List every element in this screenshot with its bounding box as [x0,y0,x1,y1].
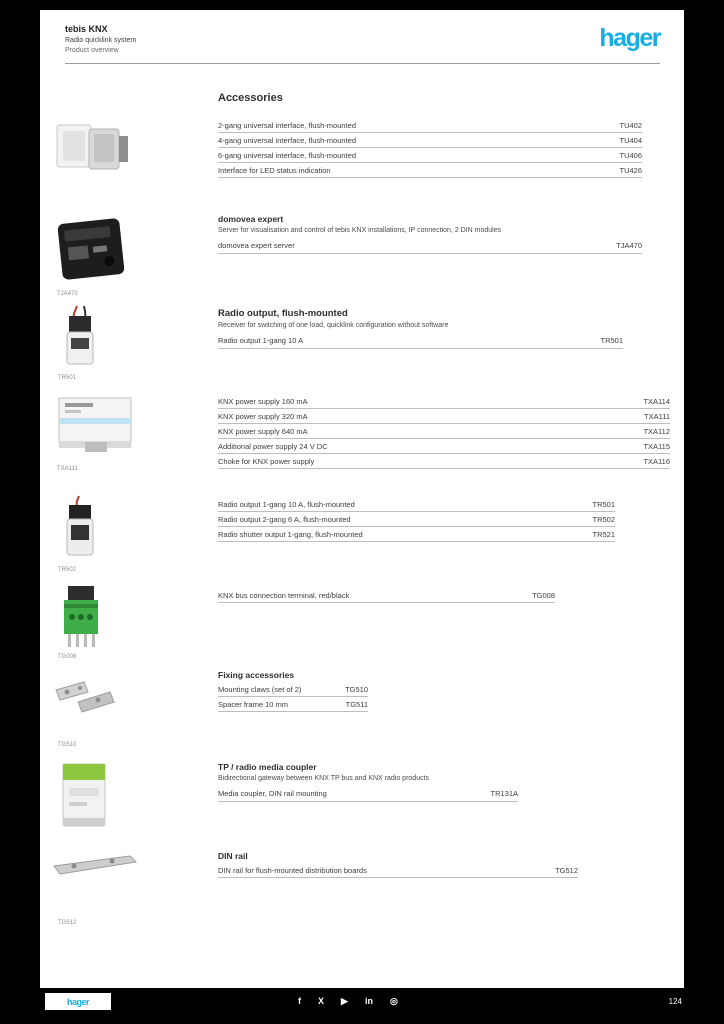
product-image-fixing-brackets [52,672,134,724]
product-reference: TR502 [592,514,615,524]
product-description: 6-gang universal interface, flush-mounted [218,150,356,160]
table-row [218,497,615,512]
table-row [218,163,642,178]
table-row [218,118,642,133]
product-reference: TXA111 [644,411,670,421]
product-block [218,762,518,802]
linkedin-icon: in [364,996,373,1006]
image-caption: TG512 [58,920,77,926]
product-image-media-coupler [55,758,113,836]
product-reference: TXA116 [643,456,670,466]
table-row [218,334,623,349]
product-image-bus-terminal [55,582,107,652]
product-reference: TU404 [619,135,642,145]
doc-title: tebis KNX [65,24,108,34]
table-row [218,682,368,697]
product-description: KNX power supply 160 mA [218,396,308,406]
product-description: DIN rail for flush-mounted distribution boards [218,865,367,875]
doc-subtitle-2: Product overview [65,47,119,54]
product-reference: TXA112 [643,426,670,436]
footer-hager-logo: hager [45,993,111,1010]
product-image-radio-output-flush [58,304,104,372]
image-caption: TG510 [58,742,77,748]
header-divider [65,63,660,64]
product-table [218,588,555,603]
product-reference: TG510 [345,684,368,694]
table-row [218,394,670,409]
product-description: Choke for KNX power supply [218,456,315,466]
page-number: 124 [668,997,682,1006]
product-description: Radio output 1-gang 10 A [218,336,304,346]
product-reference: TXA114 [643,396,670,406]
product-image-radio-outputs [58,494,104,566]
product-title: domovea expert [218,214,284,224]
table-row [218,148,642,163]
product-reference: TR501 [592,499,615,509]
product-text: Receiver for switching of one load, quicklink configuration without software [218,322,449,329]
product-reference: TR131A [490,789,518,799]
product-image-din-rail [50,850,140,882]
table-row [218,697,368,712]
table-row [218,588,555,603]
product-description: Interface for LED status indication [218,165,331,175]
youtube-icon: ▶ [341,996,348,1006]
image-caption: TR502 [58,567,77,573]
product-reference: TU406 [619,150,642,160]
table-row [218,409,670,424]
product-description: Media coupler, DIN rail mounting [218,789,327,799]
product-reference: TR521 [592,529,615,539]
product-title: Radio output, flush-mounted [218,308,348,319]
table-row [218,239,642,254]
product-title: Fixing accessories [218,670,295,680]
table-row [218,133,642,148]
product-reference: TU402 [619,120,642,130]
table-row [218,787,518,802]
table-row [218,439,670,454]
product-block [218,214,642,254]
product-text: Bidirectional gateway between KNX TP bus and KNX radio products [218,775,430,782]
image-caption: TJA470 [57,291,78,297]
product-reference: TU426 [619,165,642,175]
image-caption: TR501 [58,375,77,381]
product-reference: TG008 [532,590,555,600]
product-description: Radio output 1-gang 10 A, flush-mounted [218,499,355,509]
product-description: Radio shutter output 1-gang, flush-mounted [218,529,363,539]
facebook-icon: f [298,996,301,1006]
table-row [218,527,615,542]
product-text: Server for visualisation and control of tebis KNX installations, IP connection, 2 DIN modules [218,227,502,234]
product-table [218,394,670,469]
product-reference: TG512 [555,865,578,875]
image-caption: TXA111 [57,466,78,472]
footer-icons [298,996,398,1007]
table-row [218,863,578,878]
image-caption: TG008 [58,654,77,660]
table-row [218,424,670,439]
product-description: Mounting claws (set of 2) [218,684,302,694]
product-title: DIN rail [218,851,248,861]
section-title: Accessories [218,92,283,104]
product-image-universal-interfaces [55,116,133,182]
product-reference: TR501 [600,336,623,346]
product-description: 4-gang universal interface, flush-mounted [218,135,356,145]
product-description: Spacer frame 10 mm [218,699,289,709]
x-icon: X [318,996,325,1006]
product-description: KNX power supply 640 mA [218,426,308,436]
product-description: domovea expert server [218,241,295,251]
product-block [218,308,623,349]
doc-subtitle: Radio quicklink system [65,37,137,44]
instagram-icon: ◎ [389,996,398,1006]
product-description: KNX bus connection terminal, red/black [218,590,350,600]
product-block [218,851,578,878]
product-description: KNX power supply 320 mA [218,411,308,421]
product-image-domovea-server [55,213,131,287]
product-table [218,118,642,178]
product-reference: TXA115 [643,441,670,451]
product-description: 2-gang universal interface, flush-mounted [218,120,356,130]
catalog-page [40,10,684,988]
table-row [218,454,670,469]
product-description: Additional power supply 24 V DC [218,441,328,451]
product-table [218,497,615,542]
product-reference: TG511 [345,699,368,709]
table-row [218,512,615,527]
product-description: Radio output 2-gang 6 A, flush-mounted [218,514,351,524]
product-reference: TJA470 [616,241,642,251]
product-image-knx-power-supply [55,394,135,454]
hager-logo: hager [599,24,660,52]
product-block [218,670,368,712]
product-title: TP / radio media coupler [218,762,317,772]
